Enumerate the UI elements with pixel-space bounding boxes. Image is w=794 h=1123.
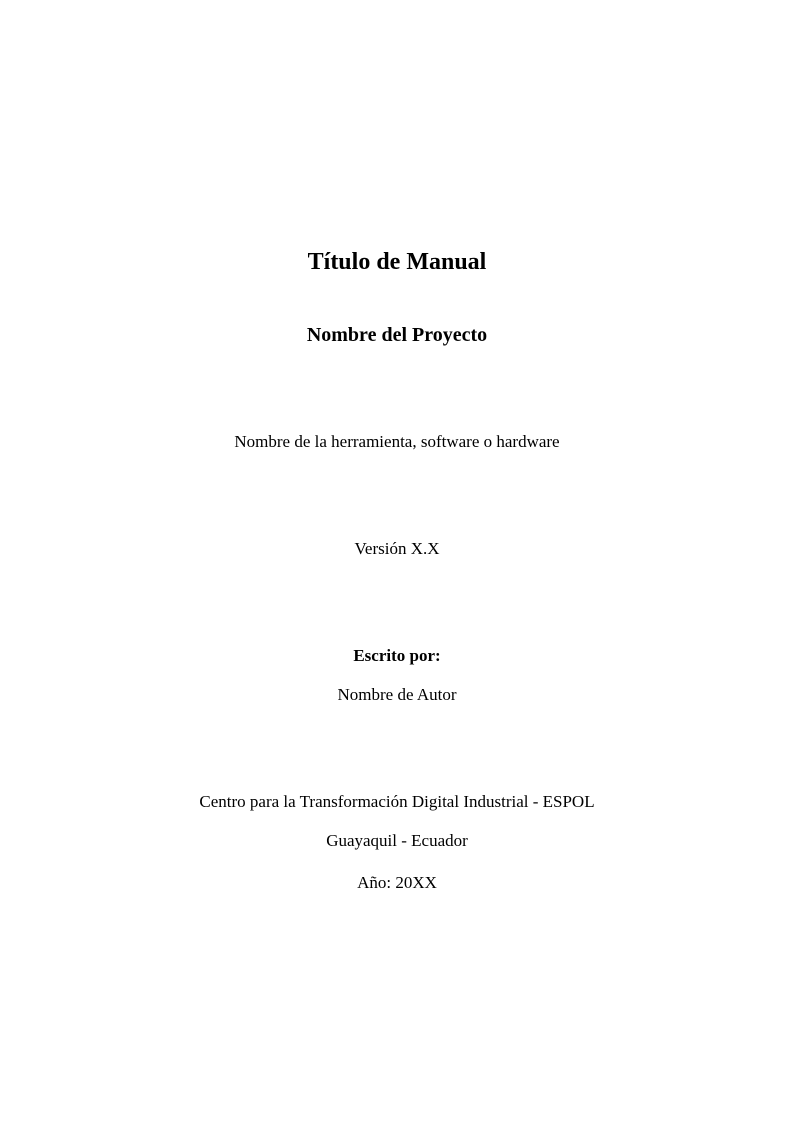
organization-name: Centro para la Transformación Digital Industrial - ESPOL [199,792,595,811]
location-label: Guayaquil - Ecuador [326,831,468,850]
year-label: Año: 20XX [357,873,437,892]
written-by-label: Escrito por: [353,646,441,665]
author-name: Nombre de Autor [337,685,457,704]
project-name: Nombre del Proyecto [306,324,488,346]
version-label: Versión X.X [354,539,440,558]
manual-title: Título de Manual [307,249,487,275]
tool-name: Nombre de la herramienta, software o hardware [234,432,560,451]
